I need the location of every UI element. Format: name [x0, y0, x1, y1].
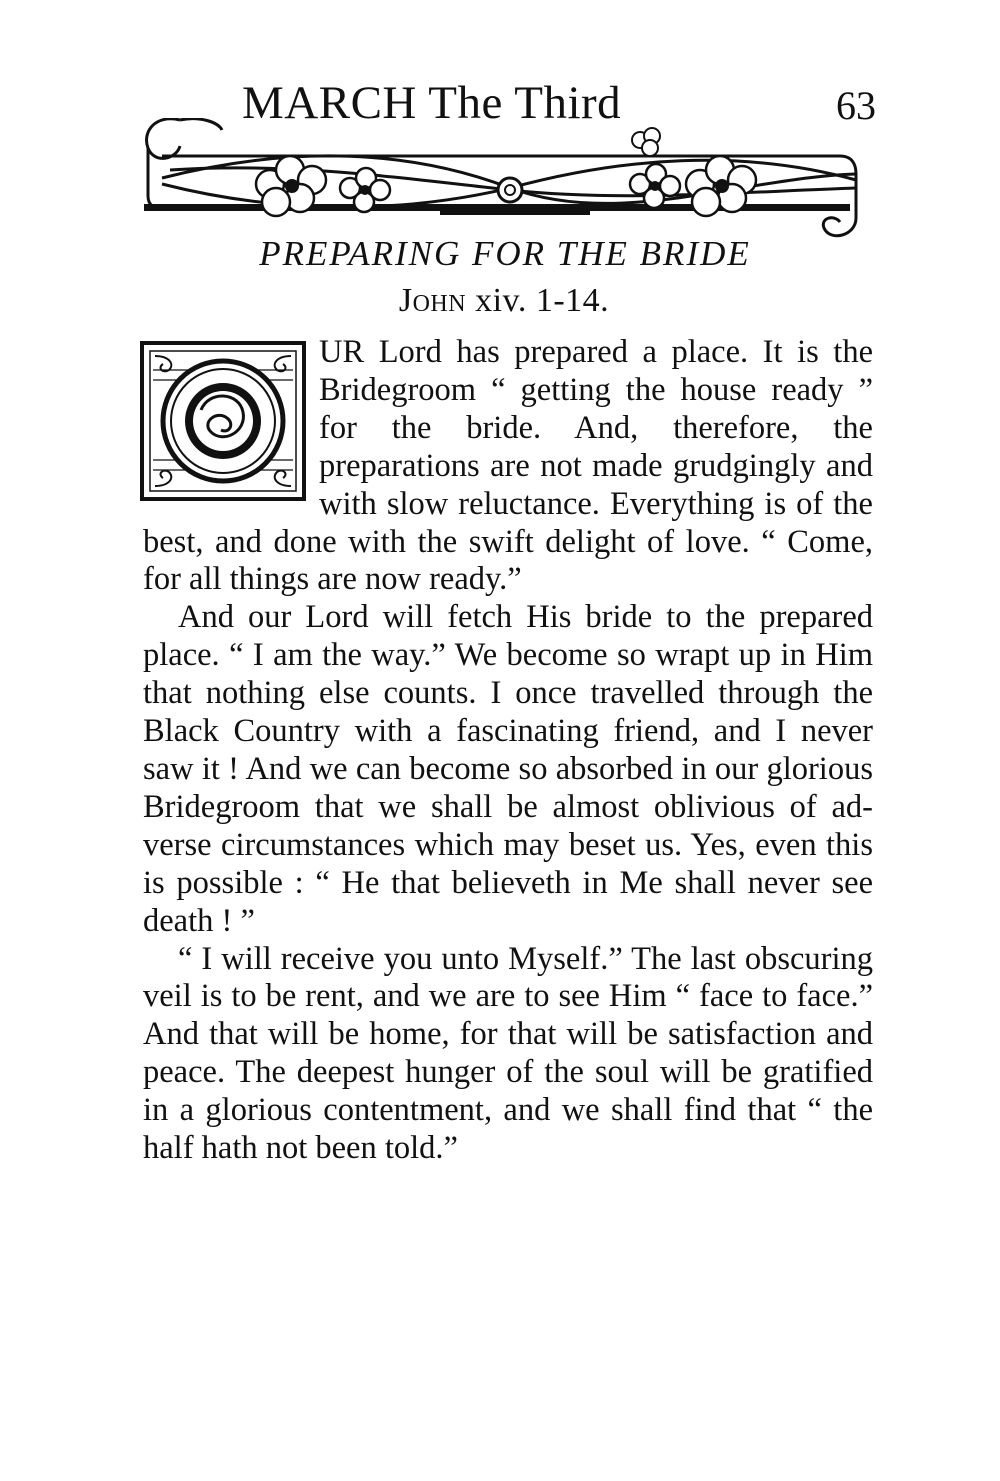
page-header: [140, 70, 880, 240]
reading-title: PREPARING FOR THE BRIDE: [259, 234, 751, 273]
page-number: 63: [836, 83, 876, 128]
paragraph-1: UR Lord has prepared a place. It is the Bridegroom “ getting the house ready ” for the bride. And, therefore, the preparations are not made grudgingly and with slow reluctance. Everything is of the best, and done with the swift delight of love. “ Come, for all things are now ready.”: [143, 334, 873, 598]
ornamental-drop-cap: [139, 340, 307, 502]
paragraph-3: “ I will receive you unto Myself.” The last obscuring veil is to be rent, and we are to see Him “ face to face.” And that will be home, for that will be satisfaction and peace. The deepest hunger of the soul will be gratified in a glorious contentment, and we shall find that “ the half hath not been told.”: [143, 940, 873, 1167]
reading-body: [143, 334, 873, 1168]
scripture-book: John: [398, 282, 467, 319]
scripture-reference: [0, 282, 1000, 320]
running-head: MARCH The Third: [242, 77, 622, 129]
scripture-verses: xiv. 1-14.: [475, 282, 610, 319]
paragraph-2: And our Lord will fetch His bride to the prepared place. “ I am the way.” We become so wrapt up in Him that nothing else counts. I once travelled through the Black Country with a fascinating friend, and I never saw it ! And we can become so absorbed in our glorious Bridegroom that we shall be almost oblivious of adverse circumstances which may beset us. Yes, even this is possible : “ He that believeth in Me shall never see death ! ”: [143, 599, 873, 939]
floral-header-ornament: [140, 118, 880, 240]
